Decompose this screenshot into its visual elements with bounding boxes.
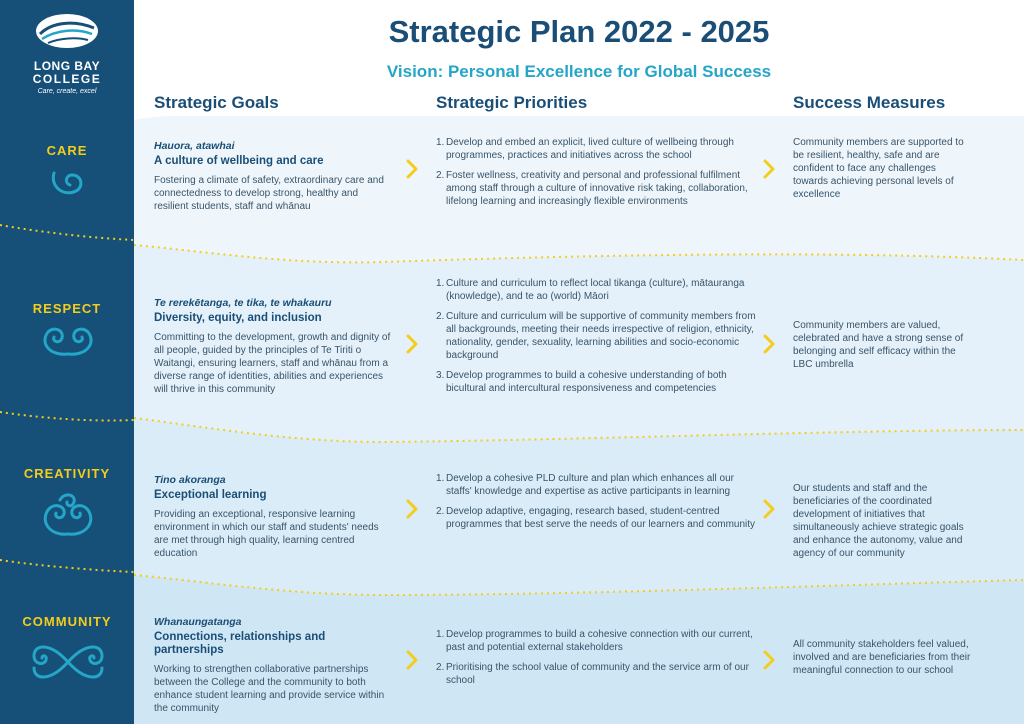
measure-care: Community members are supported to be resilient, healthy, safe and are confident to face any challenges towards achieving personal levels of excellence (793, 137, 964, 200)
measure-respect: Community members are valued, celebrated and have a strong sense of belonging and self efficacy within the LBC umbrella (793, 320, 964, 370)
priority-item: 1. Develop and embed an explicit, lived culture of wellbeing through programmes, practices and initiatives across the school (436, 137, 734, 161)
chevron-right-icon (762, 158, 776, 180)
college-logo (0, 12, 134, 95)
priorities-respect (436, 277, 756, 402)
goal-care (154, 140, 392, 213)
goal-title: A culture of wellbeing and care (154, 155, 324, 167)
column-header-measures: Success Measures (793, 93, 946, 112)
goal-maori-title: Tino akoranga (154, 474, 226, 486)
row-label-community: COMMUNITY (22, 614, 112, 629)
goal-description: Providing an exceptional, responsive learning environment in which our staff and students' needs are met through high quality, learning centred education (154, 509, 379, 559)
double-koru-icon (38, 322, 98, 360)
chevron-right-icon (405, 333, 419, 355)
priorities-community (436, 628, 756, 694)
measure-community: All community stakeholders feel valued, involved and are beneficiaries from their meaningful connection to our school (793, 639, 971, 676)
chevron-right-icon (405, 649, 419, 671)
triple-koru-icon (38, 490, 98, 540)
goal-title: Connections, relationships and partnerships (154, 631, 326, 656)
goal-maori-title: Whanaungatanga (154, 616, 242, 628)
priority-item: 1. Develop programmes to build a cohesive connection with our current, past and potential external stakeholders (436, 629, 753, 653)
row-label-care: CARE (46, 143, 88, 158)
priorities-care (436, 136, 756, 215)
goal-description: Fostering a climate of safety, extraordinary care and connectedness to develop strong, healthy and resilient students, staff and whānau (154, 175, 384, 212)
priority-item: 1. Culture and curriculum to reflect local tikanga (culture), mātauranga (knowledge), and te ao (world) Māori (436, 278, 745, 302)
row-label-respect: RESPECT (32, 301, 102, 316)
priorities-creativity (436, 472, 756, 538)
goal-description: Committing to the development, growth and dignity of all people, guided by the principles of Te Tiriti o Waitangi, ensuring learners, staff and whānau from a diverse range of identities, abilities and experiences will thrive in this community (154, 332, 391, 395)
chevron-right-icon (762, 649, 776, 671)
goal-respect (154, 297, 392, 396)
chevron-right-icon (405, 158, 419, 180)
row-label-creativity: CREATIVITY (23, 466, 111, 481)
logo-tagline: Care, create, excel (37, 88, 97, 95)
goal-description: Working to strengthen collaborative partnerships between the College and the community to both enhance student learning and provide service within the community (154, 664, 385, 714)
koru-spiral-icon (48, 165, 86, 199)
priority-item: 2. Foster wellness, creativity and personal and professional fulfilment among staff through a culture of innovative risk taking, collaboration, lifelong learning and increasingly flexible environments (436, 170, 748, 207)
goal-title: Diversity, equity, and inclusion (154, 312, 322, 324)
chevron-right-icon (405, 498, 419, 520)
goal-maori-title: Te rerekētanga, te tika, te whakauru (154, 297, 332, 309)
goal-title: Exceptional learning (154, 489, 267, 501)
priority-item: 1. Develop a cohesive PLD culture and plan which enhances all our staffs' knowledge and expertise as active participants in learning (436, 473, 734, 497)
vision-statement: Vision: Personal Excellence for Global Success (386, 62, 772, 81)
priority-item: 2. Develop adaptive, engaging, research based, student-centred programmes that best serve the needs of our learners and community (436, 506, 756, 530)
goal-maori-title: Hauora, atawhai (154, 140, 235, 152)
chevron-right-icon (762, 333, 776, 355)
measure-creativity: Our students and staff and the beneficiaries of the coordinated development of initiatives that simultaneously achieve strategic goals and enhance the autonomy, value and agency of our community (793, 483, 964, 559)
priority-item: 3. Develop programmes to build a cohesive understanding of both bicultural and intercultural responsiveness and competencies (436, 370, 727, 394)
page-title: Strategic Plan 2022 - 2025 (388, 14, 770, 49)
logo-line-1: LONG BAY (33, 59, 101, 73)
goal-creativity (154, 474, 392, 560)
goal-community (154, 616, 392, 715)
quad-koru-icon (30, 636, 106, 688)
priority-item: 2. Culture and curriculum will be supportive of community members from all backgrounds, meeting their needs irrespective of religion, ethnicity, nationality, gender, sexuality, learning abilities and socio-economic background (436, 311, 756, 361)
logo-line-2: COLLEGE (32, 72, 102, 86)
column-header-priorities: Strategic Priorities (436, 93, 588, 112)
chevron-right-icon (762, 498, 776, 520)
priority-item: 2. Prioritising the school value of community and the service arm of our school (436, 662, 749, 686)
logo-emblem-icon (34, 12, 100, 50)
column-header-goals: Strategic Goals (154, 93, 279, 112)
